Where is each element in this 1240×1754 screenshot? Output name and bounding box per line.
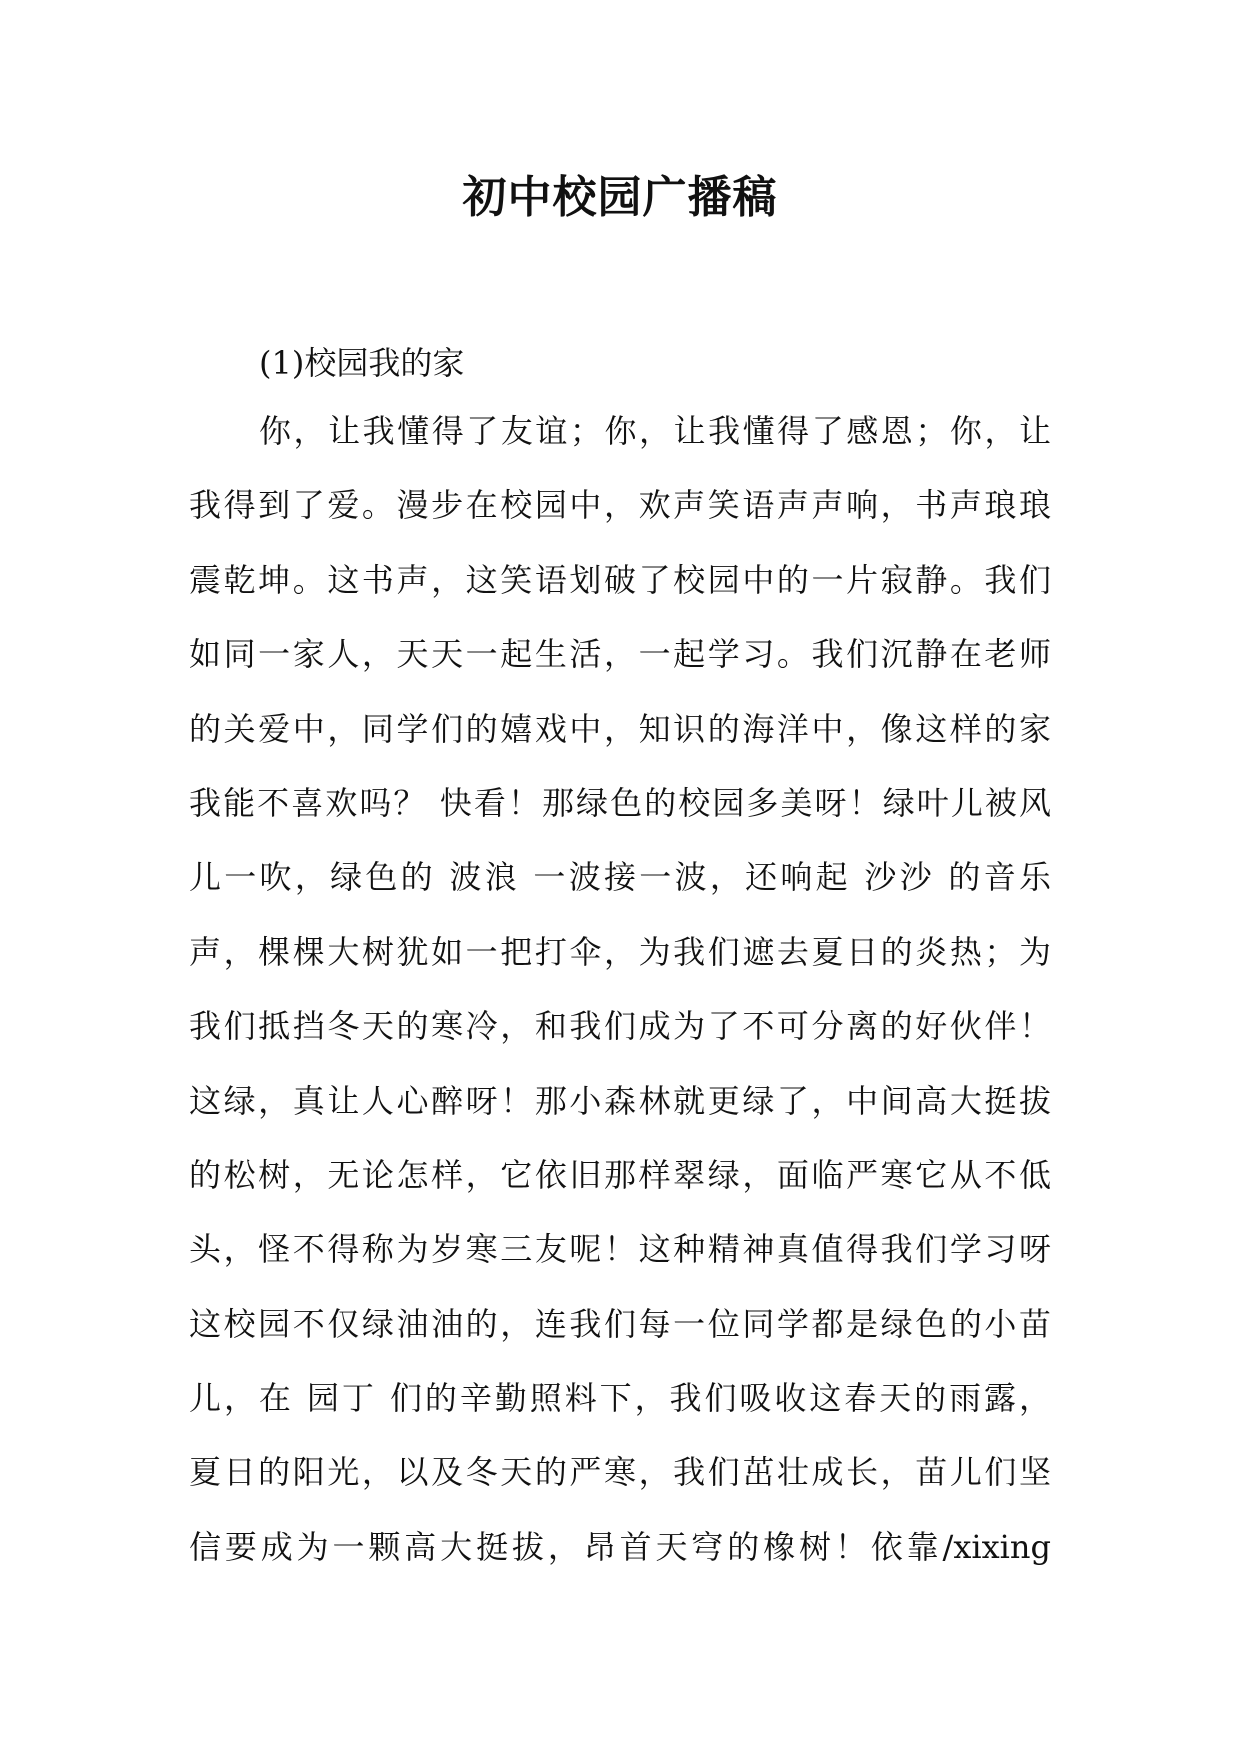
text-line: 头，怪不得称为岁寒三友呢！这种精神真值得我们学习呀	[189, 1230, 1051, 1269]
text-line: 的关爱中，同学们的嬉戏中，知识的海洋中，像这样的家	[189, 709, 1051, 748]
text-line: 震乾坤。这书声，这笑语划破了校园中的一片寂静。我们	[189, 560, 1051, 599]
text-line: 的松树，无论怎样，它依旧那样翠绿，面临严寒它从不低	[189, 1155, 1051, 1194]
text-line: 我得到了爱。漫步在校园中，欢声笑语声声响，书声琅琅	[189, 486, 1051, 525]
section-heading: (1)校园我的家	[259, 344, 465, 382]
text-line: 我能不喜欢吗？ 快看！那绿色的校园多美呀！绿叶儿被风	[189, 783, 1051, 822]
document-title: 初中校园广播稿	[462, 172, 778, 223]
text-line: 这校园不仅绿油油的，连我们每一位同学都是绿色的小苗	[189, 1304, 1051, 1343]
body-paragraph	[189, 407, 1051, 1597]
text-line: 信要成为一颗高大挺拔，昂首天穹的橡树！依靠/xixing	[189, 1527, 1051, 1566]
text-line: 这绿，真让人心醉呀！那小森林就更绿了，中间高大挺拔	[189, 1081, 1051, 1120]
text-line: 如同一家人，天天一起生活，一起学习。我们沉静在老师	[189, 635, 1051, 674]
text-line: 你，让我懂得了友谊；你，让我懂得了感恩；你，让	[259, 412, 1051, 450]
text-line: 我们抵挡冬天的寒冷，和我们成为了不可分离的好伙伴！	[189, 1007, 1051, 1046]
text-line: 儿一吹，绿色的 波浪 一波接一波，还响起 沙沙 的音乐	[189, 858, 1051, 897]
text-line: 声，棵棵大树犹如一把打伞，为我们遮去夏日的炎热；为	[189, 932, 1051, 971]
text-line: 夏日的阳光，以及冬天的严寒，我们茁壮成长，苗儿们坚	[189, 1453, 1051, 1492]
text-line: 儿，在 园丁 们的辛勤照料下，我们吸收这春天的雨露，	[189, 1379, 1051, 1418]
